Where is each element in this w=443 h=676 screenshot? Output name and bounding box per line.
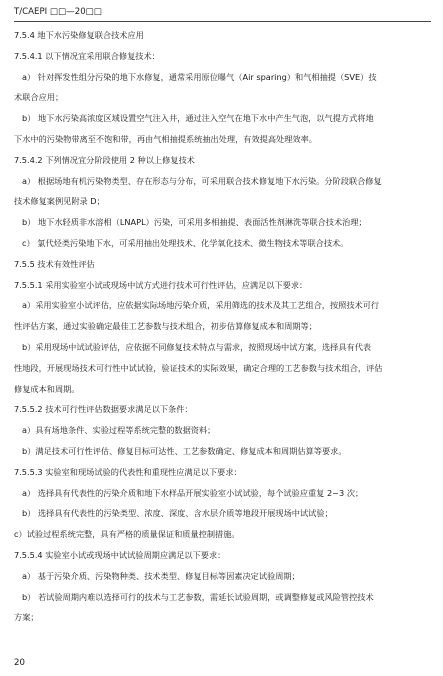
document-id: T/CAEPI □□—20□□ — [14, 7, 102, 17]
paragraph-continuation: 技术修复案例见附录 D； — [14, 196, 105, 207]
section-heading: 7.5.4 地下水污染修复联合技术应用 — [14, 30, 144, 40]
paragraph-continuation: 性评估方案，通过实验确定最佳工艺参数与技术组合，初步估算修复成本和周期等； — [14, 321, 317, 332]
list-item-start: a） 针对挥发性组分污染的地下水修复，通常采用原位曝气（Air sparing）和气相抽提（SVE）技 — [22, 71, 377, 82]
paragraph-continuation: 术联合应用； — [14, 92, 64, 103]
paragraph-continuation: 方案； — [14, 612, 39, 623]
list-item-start: b）满足技术可行性评估、修复目标可达性、工艺参数确定、修复成本和周期估算等要求。 — [22, 445, 347, 456]
list-item-start: b）采用现场中试试验评估，应依据不同修复技术特点与需求，按照现场中试方案，选择具有代表 — [22, 341, 372, 352]
clause-heading: 7.5.5.4 实验室小试或现场中试试验周期应满足以下要求： — [14, 549, 226, 560]
clause-heading: 7.5.5.2 技术可行性评估数据要求满足以下条件： — [14, 404, 193, 415]
page-header — [14, 6, 431, 22]
list-item-start: b） 若试验周期内难以选择可行的技术与工艺参数，需延长试验周期，或调整修复或风险管控技术 — [22, 591, 374, 602]
list-item-start: a） 选择具有代表性的污染介质和地下水样品开展实验室小试试验，每个试验应重复 2~3 次； — [22, 487, 364, 498]
clause-heading: 7.5.5.3 实验室和现场试验的代表性和重现性应满足以下要求： — [14, 466, 242, 477]
list-item-start: a）具有场地条件、实验过程等系统完整的数据资料； — [22, 425, 216, 436]
body-text — [14, 29, 432, 632]
paragraph-continuation: 修复成本和周期。 — [14, 383, 80, 394]
clause-heading: 7.5.4.1 以下情况宜采用联合修复技术： — [14, 50, 160, 61]
list-item-start: c） 氯代烃类污染地下水，可采用抽出处理技术、化学氧化技术、微生物技术等联合技术。 — [22, 237, 349, 248]
list-item-start: a）采用实验室小试评估，应依据实际场地污染介质，采用筛选的技术及其工艺组合，按照技术可行 — [22, 300, 380, 311]
list-item-start: b） 地下水污染高浓度区域设置空气注入井，通过注入空气在地下水中产生气泡，以气提方式将地 — [22, 113, 374, 124]
paragraph-continuation: 性地段，开展现场技术可行性中试试验，验证技术的实际效果，确定合理的工艺参数与技术组合，评估 — [14, 362, 383, 373]
list-item-start: a） 基于污染介质、污染物种类、技术类型、修复目标等因素决定试验周期； — [22, 570, 300, 581]
paragraph-continuation: 下水中的污染物带离至不饱和带，再由气相抽提系统抽出处理，有效提高处理效率。 — [14, 133, 317, 144]
list-item-start: c）试验过程系统完整，具有严格的质量保证和质量控制措施。 — [14, 529, 240, 540]
clause-heading: 7.5.4.2 下列情况宜分阶段使用 2 种以上修复技术 — [14, 154, 195, 165]
page-number: 20 — [14, 658, 25, 668]
list-item-start: a） 根据场地有机污染物类型、存在形态与分布，可采用联合技术修复地下水污染。分阶段联合修复 — [22, 175, 382, 186]
list-item-start: b） 地下水轻质非水溶相（LNAPL）污染，可采用多相抽提、表面活性剂淋洗等联合技术治理； — [22, 217, 367, 228]
list-item-start: b） 选择具有代表性的污染类型、浓度、深度、含水层介质等地段开展现场中试试验； — [22, 508, 333, 519]
section-heading: 7.5.5 技术有效性评估 — [14, 258, 95, 269]
clause-heading: 7.5.5.1 采用实验室小试或现场中试方式进行技术可行性评估，应满足以下要求： — [14, 279, 308, 290]
